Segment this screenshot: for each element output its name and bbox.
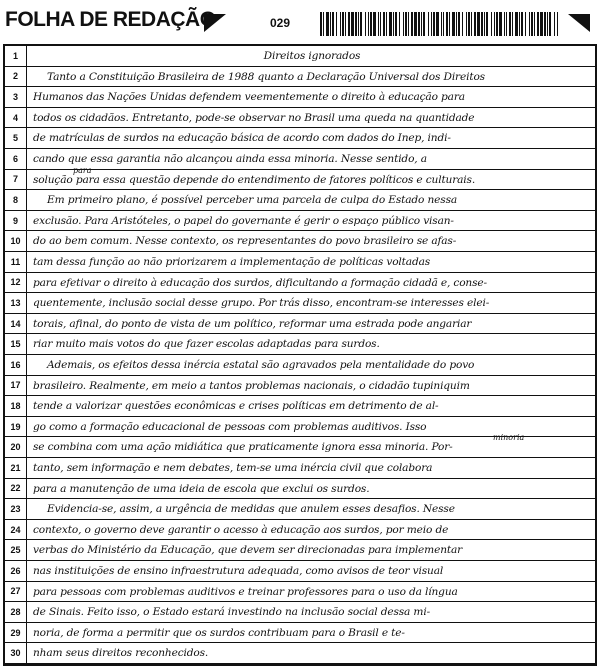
handwritten-text: para a manutenção de uma ideia de escola que exclui os surdos. [33, 482, 370, 495]
line-number: 1 [5, 46, 27, 66]
handwritten-text: verbas do Ministério da Educação, que devem ser direcionadas para implementar [33, 544, 463, 557]
handwritten-text: go como a formação educacional de pessoas com problemas auditivos. Isso [33, 420, 427, 433]
line-number: 24 [5, 520, 27, 540]
form-title: FOLHA DE REDAÇÃO [5, 8, 216, 31]
line-number: 29 [5, 623, 27, 643]
line-number: 3 [5, 87, 27, 107]
line-number: 11 [5, 252, 27, 272]
handwritten-text: exclusão. Para Aristóteles, o papel do governante é gerir o espaço público visan- [33, 214, 454, 227]
essay-title: Direitos ignorados [263, 50, 361, 62]
handwritten-text: Em primeiro plano, é possível perceber uma parcela de culpa do Estado nessa [47, 194, 458, 207]
handwritten-text: contexto, o governo deve garantir o acesso à educação aos surdos, por meio de [33, 523, 449, 536]
essay-line [5, 252, 595, 273]
essay-line [5, 67, 595, 88]
line-number: 27 [5, 582, 27, 602]
line-number: 9 [5, 211, 27, 231]
line-number: 25 [5, 540, 27, 560]
essay-line [5, 602, 595, 623]
essay-sheet [3, 44, 597, 666]
line-number: 19 [5, 417, 27, 437]
handwritten-text: nham seus direitos reconhecidos. [33, 647, 209, 660]
handwritten-text: noria, de forma a permitir que os surdos contribuam para o Brasil e te- [33, 626, 405, 639]
handwritten-text: do ao bem comum. Nesse contexto, os representantes do povo brasileiro se afas- [33, 235, 457, 248]
line-number: 5 [5, 128, 27, 148]
line-number: 16 [5, 355, 27, 375]
line-number: 14 [5, 314, 27, 334]
page-number: 029 [270, 16, 291, 30]
line-number: 28 [5, 602, 27, 622]
line-number: 8 [5, 190, 27, 210]
essay-line [5, 273, 595, 294]
handwritten-text: Tanto a Constituição Brasileira de 1988 quanto a Declaração Universal dos Direitos [47, 70, 485, 83]
line-number: 10 [5, 231, 27, 251]
handwritten-text: tanto, sem informação e nem debates, tem-se uma inércia civil que colabora [33, 462, 433, 474]
insertion-note: para [73, 165, 92, 175]
handwritten-text: solução para essa questão depende do entendimento de fatores políticos e culturais. [33, 173, 476, 186]
essay-line [5, 231, 595, 252]
essay-line [5, 376, 595, 397]
handwritten-text: cando que essa garantia não alcançou ainda essa minoria. Nesse sentido, a [33, 153, 427, 165]
essay-line [5, 293, 595, 314]
essay-line [5, 540, 595, 561]
line-number: 26 [5, 561, 27, 581]
essay-line [5, 190, 595, 211]
registration-mark-right [568, 14, 590, 32]
handwritten-text: quentemente, inclusão social desse grupo. Por trás disso, encontram-se interesses elei- [33, 297, 490, 310]
essay-line [5, 458, 595, 479]
handwritten-text: Ademais, os efeitos dessa inércia estatal são agravados pela mentalidade do povo [47, 359, 475, 371]
line-number: 2 [5, 67, 27, 87]
handwritten-text: torais, afinal, do ponto de vista de um político, reformar uma estrada pode angariar [33, 317, 472, 330]
line-number: 6 [5, 149, 27, 169]
line-number: 7 [5, 170, 27, 190]
essay-line [5, 643, 595, 664]
handwritten-text: para efetivar o direito à educação dos surdos, dificultando a formação cidadã e, conse- [33, 276, 487, 289]
handwritten-text: Humanos das Nações Unidas defendem veementemente o direito à educação para [33, 91, 465, 104]
essay-line [5, 334, 595, 355]
essay-title-line [5, 46, 595, 67]
line-number: 30 [5, 643, 27, 663]
essay-line [5, 314, 595, 335]
essay-line [5, 87, 595, 108]
line-number: 17 [5, 376, 27, 396]
essay-line [5, 582, 595, 603]
essay-line [5, 561, 595, 582]
handwritten-text: de Sinais. Feito isso, o Estado estará investindo na inclusão social dessa mi- [33, 606, 430, 619]
line-number: 15 [5, 334, 27, 354]
essay-line [5, 108, 595, 129]
handwritten-text: de matrículas de surdos na educação básica de acordo com dados do Inep, indi- [33, 132, 451, 145]
line-number: 13 [5, 293, 27, 313]
essay-line [5, 520, 595, 541]
essay-line [5, 149, 595, 170]
essay-line [5, 479, 595, 500]
handwritten-text: nas instituições de ensino infraestrutura adequada, como avisos de teor visual [33, 565, 444, 577]
essay-line [5, 128, 595, 149]
essay-line [5, 355, 595, 376]
line-number: 21 [5, 458, 27, 478]
handwritten-text: brasileiro. Realmente, em meio a tantos problemas nacionais, o cidadão tupiniquim [33, 379, 470, 392]
line-number: 20 [5, 437, 27, 457]
line-number: 18 [5, 396, 27, 416]
insertion-note: minoria [493, 433, 525, 443]
essay-line [5, 170, 595, 191]
line-number: 22 [5, 479, 27, 499]
line-number: 4 [5, 108, 27, 128]
essay-line [5, 623, 595, 644]
essay-line [5, 396, 595, 417]
handwritten-text: tam dessa função ao não priorizarem a implementação de políticas voltadas [33, 256, 431, 268]
handwritten-text: se combina com uma ação midiática que praticamente ignora essa minoria. Por- [33, 441, 453, 454]
handwritten-text: tende a valorizar questões econômicas e crises políticas em detrimento de al- [33, 400, 439, 413]
handwritten-text: riar muito mais votos do que fazer escolas adaptadas para surdos. [33, 338, 380, 351]
barcode [320, 12, 558, 36]
line-number: 23 [5, 499, 27, 519]
essay-line [5, 499, 595, 520]
handwritten-text: para pessoas com problemas auditivos e treinar professores para o uso da língua [33, 585, 458, 598]
handwritten-text: todos os cidadãos. Entretanto, pode-se observar no Brasil uma queda na quantidade [33, 111, 475, 124]
form-header [0, 0, 600, 44]
line-number: 12 [5, 273, 27, 293]
essay-line [5, 211, 595, 232]
handwritten-text: Evidencia-se, assim, a urgência de medidas que anulem esses desafios. Nesse [47, 503, 455, 516]
